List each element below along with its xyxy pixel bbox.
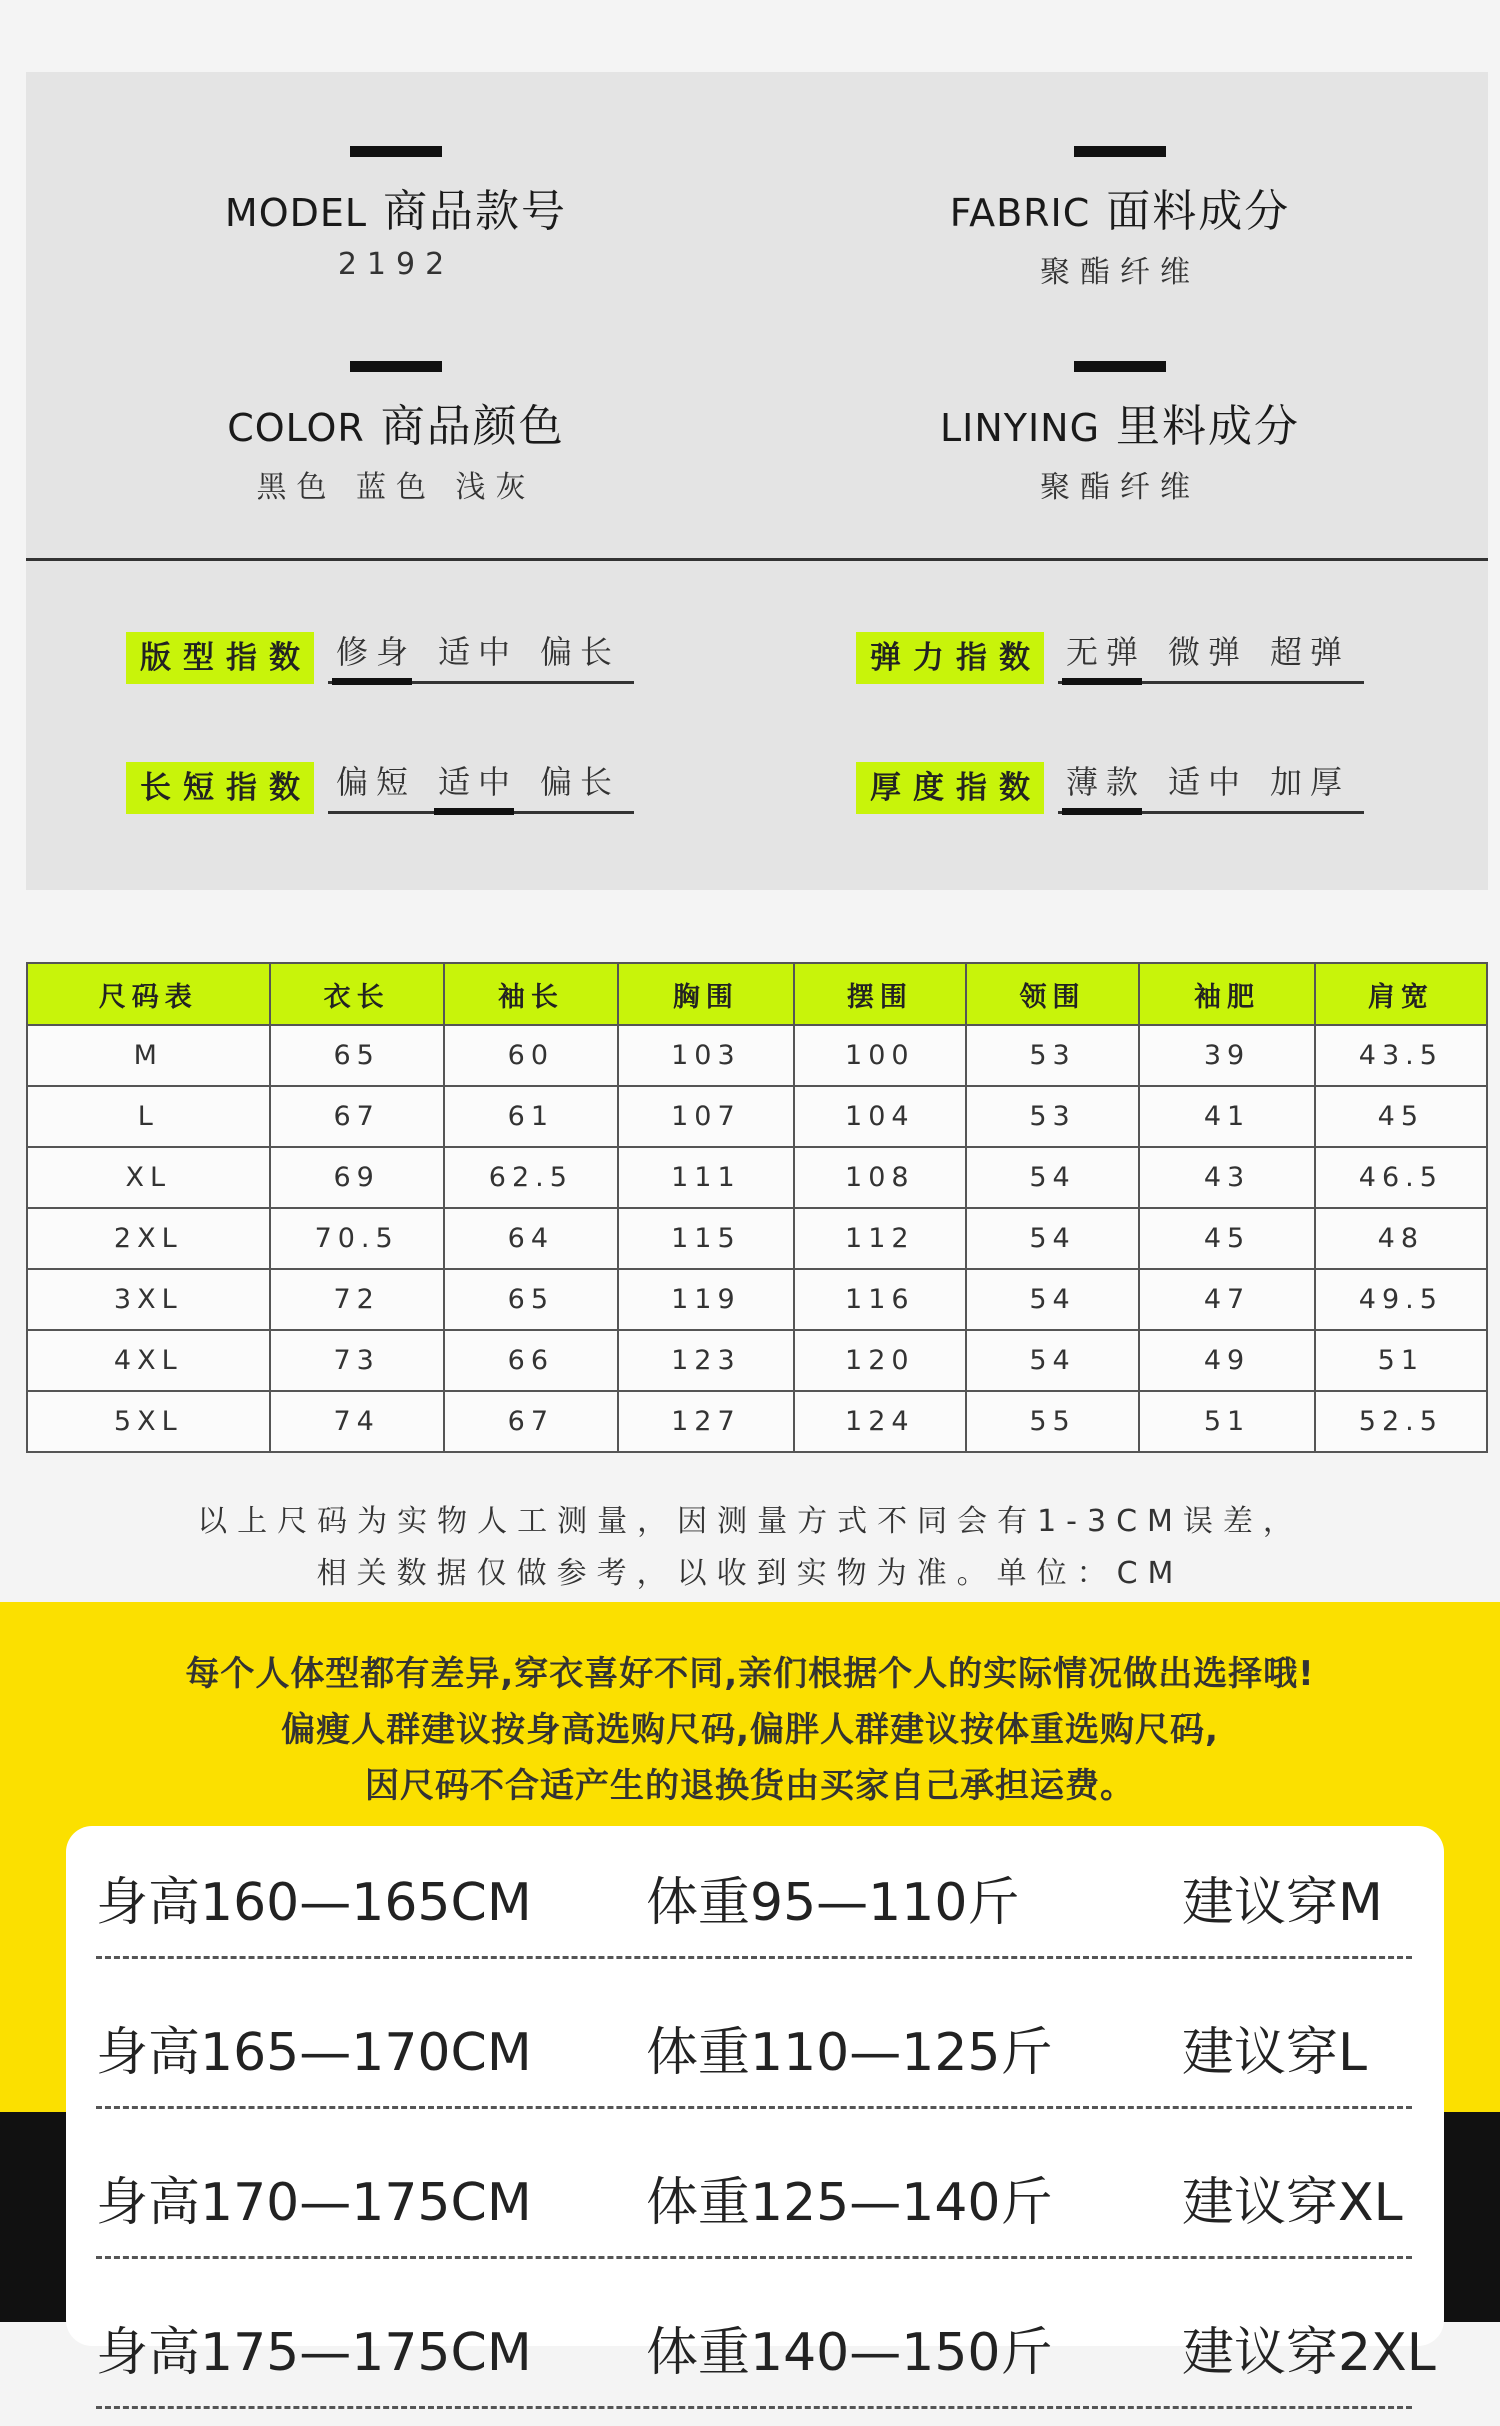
table-cell: 53	[966, 1025, 1139, 1086]
attr-color	[116, 361, 676, 506]
table-cell: 41	[1139, 1086, 1314, 1147]
attr-cn-label: 商品款号	[383, 186, 568, 237]
attr-en-label: COLOR	[227, 406, 365, 450]
table-cell: 60	[444, 1025, 618, 1086]
table-cell: 66	[444, 1330, 618, 1391]
table-cell: 74	[270, 1391, 444, 1452]
size-table-header-cell: 胸围	[618, 963, 794, 1025]
advice-line-1: 每个人体型都有差异,穿衣喜好不同,亲们根据个人的实际情况做出选择哦!	[185, 1654, 1315, 1694]
table-cell: 45	[1315, 1086, 1487, 1147]
size-table	[26, 962, 1488, 1453]
size-table-header-cell: 袖肥	[1139, 963, 1314, 1025]
recommendation-size: 建议穿XL	[1182, 2173, 1403, 2233]
table-cell: 47	[1139, 1269, 1314, 1330]
recommendation-weight: 体重110—125斤	[646, 2023, 1053, 2083]
table-cell: L	[27, 1086, 270, 1147]
table-cell: 119	[618, 1269, 794, 1330]
table-cell: 123	[618, 1330, 794, 1391]
table-cell: 48	[1315, 1208, 1487, 1269]
index-option: 薄款	[1058, 757, 1160, 809]
index-row	[126, 626, 634, 684]
size-table-header-cell: 衣长	[270, 963, 444, 1025]
table-cell: 116	[794, 1269, 966, 1330]
table-cell: 49.5	[1315, 1269, 1487, 1330]
table-cell: 69	[270, 1147, 444, 1208]
note-line-2: 相关数据仅做参考，以收到实物为准。单位：CM	[316, 1556, 1184, 1591]
dashed-divider	[96, 2106, 1412, 2109]
index-option: 偏长	[540, 633, 621, 671]
table-row	[27, 1330, 1487, 1391]
dashed-divider	[96, 1956, 1412, 1959]
recommendation-weight: 体重125—140斤	[646, 2173, 1053, 2233]
index-row	[856, 626, 1364, 684]
table-cell: 70.5	[270, 1208, 444, 1269]
table-cell: 72	[270, 1269, 444, 1330]
index-row	[856, 756, 1364, 814]
table-cell: 127	[618, 1391, 794, 1452]
table-cell: 103	[618, 1025, 794, 1086]
info-divider	[26, 558, 1488, 561]
size-table-header-cell: 肩宽	[1315, 963, 1487, 1025]
index-options	[1058, 627, 1364, 684]
recommendation-size: 建议穿M	[1182, 1873, 1383, 1933]
table-cell: 46.5	[1315, 1147, 1487, 1208]
index-label: 弹力指数	[856, 632, 1044, 684]
attr-value: 2192	[337, 247, 455, 282]
recommendation-row	[96, 2276, 1436, 2426]
table-cell: 51	[1315, 1330, 1487, 1391]
attr-title	[840, 175, 1400, 239]
table-cell: 107	[618, 1086, 794, 1147]
index-option: 适中	[430, 757, 532, 809]
index-options	[328, 627, 634, 684]
size-table-header-cell: 袖长	[444, 963, 618, 1025]
attr-value: 聚酯纤维	[1040, 255, 1200, 290]
attr-cn-label: 商品颜色	[380, 401, 565, 452]
attr-bar	[1074, 146, 1166, 157]
attr-value: 聚酯纤维	[1040, 470, 1200, 505]
table-cell: 45	[1139, 1208, 1314, 1269]
table-cell: 54	[966, 1208, 1139, 1269]
attr-en-label: MODEL	[224, 191, 368, 235]
index-label: 长短指数	[126, 762, 314, 814]
attr-bar	[350, 146, 442, 157]
index-label: 厚度指数	[856, 762, 1044, 814]
table-row	[27, 1391, 1487, 1452]
index-options	[328, 757, 634, 814]
table-cell: 120	[794, 1330, 966, 1391]
table-cell: 67	[270, 1086, 444, 1147]
table-cell: 54	[966, 1269, 1139, 1330]
attr-bar	[1074, 361, 1166, 372]
index-row	[126, 756, 634, 814]
advice-line-3: 因尺码不合适产生的退换货由买家自己承担运费。	[365, 1766, 1135, 1806]
recommendation-size: 建议穿L	[1182, 2023, 1367, 2083]
recommendation-weight: 体重95—110斤	[646, 1873, 1020, 1933]
table-cell: 111	[618, 1147, 794, 1208]
table-cell: 51	[1139, 1391, 1314, 1452]
attr-title	[116, 390, 676, 454]
table-cell: XL	[27, 1147, 270, 1208]
table-cell: 4XL	[27, 1330, 270, 1391]
recommendation-height: 身高160—165CM	[96, 1873, 532, 1933]
table-cell: 49	[1139, 1330, 1314, 1391]
table-cell: 73	[270, 1330, 444, 1391]
table-cell: 43.5	[1315, 1025, 1487, 1086]
recommendation-row	[96, 1976, 1416, 2126]
size-table-header-cell: 领围	[966, 963, 1139, 1025]
table-cell: 65	[270, 1025, 444, 1086]
table-row	[27, 1086, 1487, 1147]
table-cell: 112	[794, 1208, 966, 1269]
attr-lining	[840, 361, 1400, 506]
table-cell: 54	[966, 1330, 1139, 1391]
table-cell: 67	[444, 1391, 618, 1452]
table-cell: 104	[794, 1086, 966, 1147]
table-cell: 61	[444, 1086, 618, 1147]
table-cell: 39	[1139, 1025, 1314, 1086]
attr-fabric	[840, 146, 1400, 291]
attr-model	[116, 146, 676, 282]
attr-value: 黑色 蓝色 浅灰	[256, 470, 536, 505]
index-options	[1058, 757, 1364, 814]
recommendation-row	[96, 1826, 1416, 1976]
attr-title	[840, 390, 1400, 454]
table-cell: 65	[444, 1269, 618, 1330]
index-option: 无弹	[1058, 627, 1160, 679]
attr-cn-label: 里料成分	[1116, 401, 1301, 452]
table-cell: 115	[618, 1208, 794, 1269]
table-cell: 54	[966, 1147, 1139, 1208]
attr-bar	[350, 361, 442, 372]
table-row	[27, 1147, 1487, 1208]
dashed-divider	[96, 2406, 1412, 2409]
attr-title	[116, 175, 676, 239]
table-cell: 124	[794, 1391, 966, 1452]
table-cell: 2XL	[27, 1208, 270, 1269]
table-cell: M	[27, 1025, 270, 1086]
table-cell: 52.5	[1315, 1391, 1487, 1452]
index-option: 适中	[1168, 763, 1249, 801]
dashed-divider	[96, 2256, 1412, 2259]
index-option: 超弹	[1270, 633, 1351, 671]
size-table-header	[27, 963, 1487, 1025]
index-option: 适中	[438, 633, 519, 671]
index-option: 加厚	[1270, 763, 1351, 801]
index-option: 偏短	[336, 763, 417, 801]
index-option: 微弹	[1168, 633, 1249, 671]
advice-line-2: 偏瘦人群建议按身高选购尺码,偏胖人群建议按体重选购尺码,	[281, 1710, 1219, 1750]
note-line-1: 以上尺码为实物人工测量，因测量方式不同会有1-3CM误差，	[197, 1504, 1303, 1539]
recommendation-height: 身高165—170CM	[96, 2023, 532, 2083]
recommendation-size: 建议穿2XL	[1182, 2323, 1436, 2383]
attr-cn-label: 面料成分	[1106, 186, 1291, 237]
table-row	[27, 1208, 1487, 1269]
table-cell: 108	[794, 1147, 966, 1208]
index-option: 修身	[328, 627, 430, 679]
table-row	[27, 1269, 1487, 1330]
recommendation-height: 身高170—175CM	[96, 2173, 532, 2233]
index-option: 偏长	[540, 763, 621, 801]
attr-en-label: FABRIC	[949, 191, 1091, 235]
attr-en-label: LINYING	[939, 406, 1101, 450]
index-label: 版型指数	[126, 632, 314, 684]
recommendation-weight: 体重140—150斤	[646, 2323, 1053, 2383]
recommendation-card	[66, 1826, 1444, 2383]
recommendation-height: 身高175—175CM	[96, 2323, 532, 2383]
size-table-header-cell: 摆围	[794, 963, 966, 1025]
table-cell: 43	[1139, 1147, 1314, 1208]
table-cell: 62.5	[444, 1147, 618, 1208]
table-cell: 64	[444, 1208, 618, 1269]
table-cell: 55	[966, 1391, 1139, 1452]
table-cell: 53	[966, 1086, 1139, 1147]
recommendation-row	[96, 2126, 1416, 2276]
size-table-body	[27, 1025, 1487, 1452]
table-cell: 100	[794, 1025, 966, 1086]
table-cell: 3XL	[27, 1269, 270, 1330]
table-row	[27, 1025, 1487, 1086]
size-table-header-cell: 尺码表	[27, 963, 270, 1025]
table-cell: 5XL	[27, 1391, 270, 1452]
